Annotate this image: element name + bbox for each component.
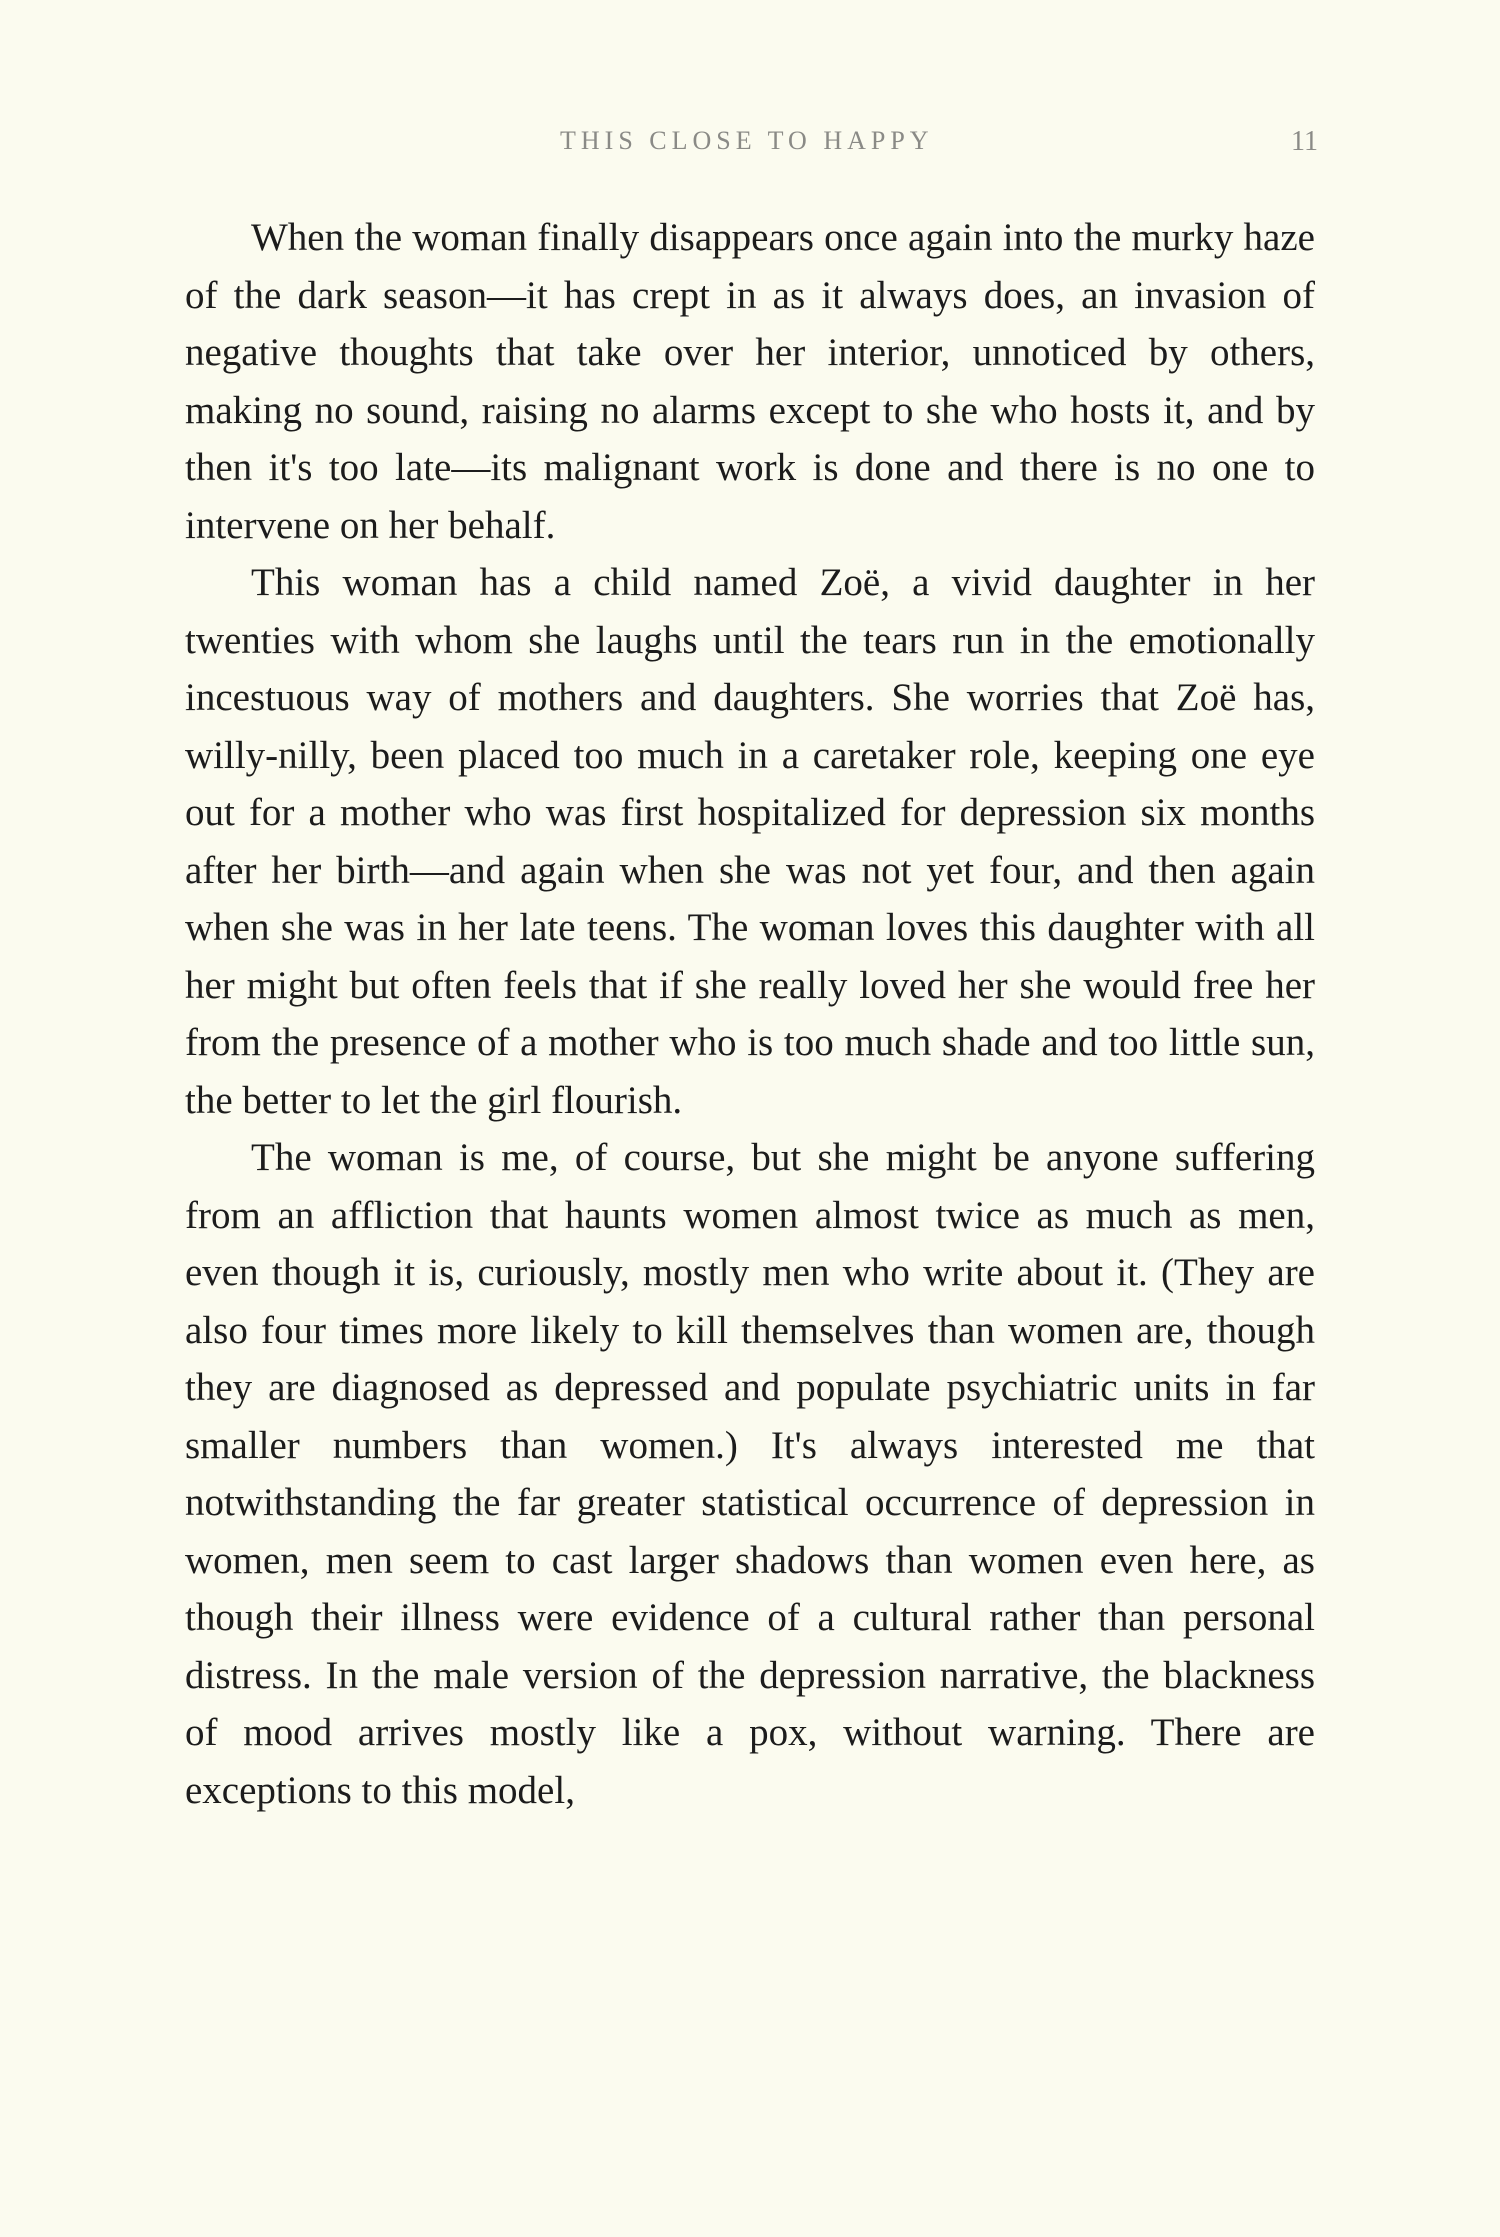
page-number: 11 bbox=[1291, 126, 1318, 157]
paragraph-1: When the woman finally disappears once again into the murky haze of the dark season—it has crept in as it always does, an invasion of negative thoughts that take over her interior, unnoticed by others, making no sound, raising no alarms except to she who hosts it, and by then it's too late—its malignant work is done and there is no one to intervene on her behalf. bbox=[185, 216, 1315, 547]
body-text bbox=[185, 209, 1315, 1819]
running-head bbox=[0, 126, 1500, 166]
running-head-title: THIS CLOSE TO HAPPY bbox=[560, 126, 934, 155]
paragraph-2: This woman has a child named Zoë, a vivid daughter in her twenties with whom she laughs until the tears run in the emotionally incestuous way of mothers and daughters. She worries that Zoë has, willy-nilly, been placed too much in a caretaker role, keeping one eye out for a mother who was first hospitalized for depression six months after her birth—and again when she was not yet four, and then again when she was in her late teens. The woman loves this daughter with all her might but often feels that if she really loved her she would free her from the presence of a mother who is too much shade and too little sun, the better to let the girl flourish. bbox=[185, 561, 1315, 1122]
paragraph-3: The woman is me, of course, but she might be anyone suffering from an affliction that haunts women almost twice as much as men, even though it is, curiously, mostly men who write about it. (They are also four times more likely to kill themselves than women are, though they are diagnosed as depressed and populate psychiatric units in far smaller numbers than women.) It's always interested me that notwithstanding the far greater statistical occurrence of depression in women, men seem to cast larger shadows than women even here, as though their illness were evidence of a cultural rather than personal distress. In the male version of the depression narrative, the blackness of mood arrives mostly like a pox, without warning. There are exceptions to this model, bbox=[185, 1136, 1315, 1812]
